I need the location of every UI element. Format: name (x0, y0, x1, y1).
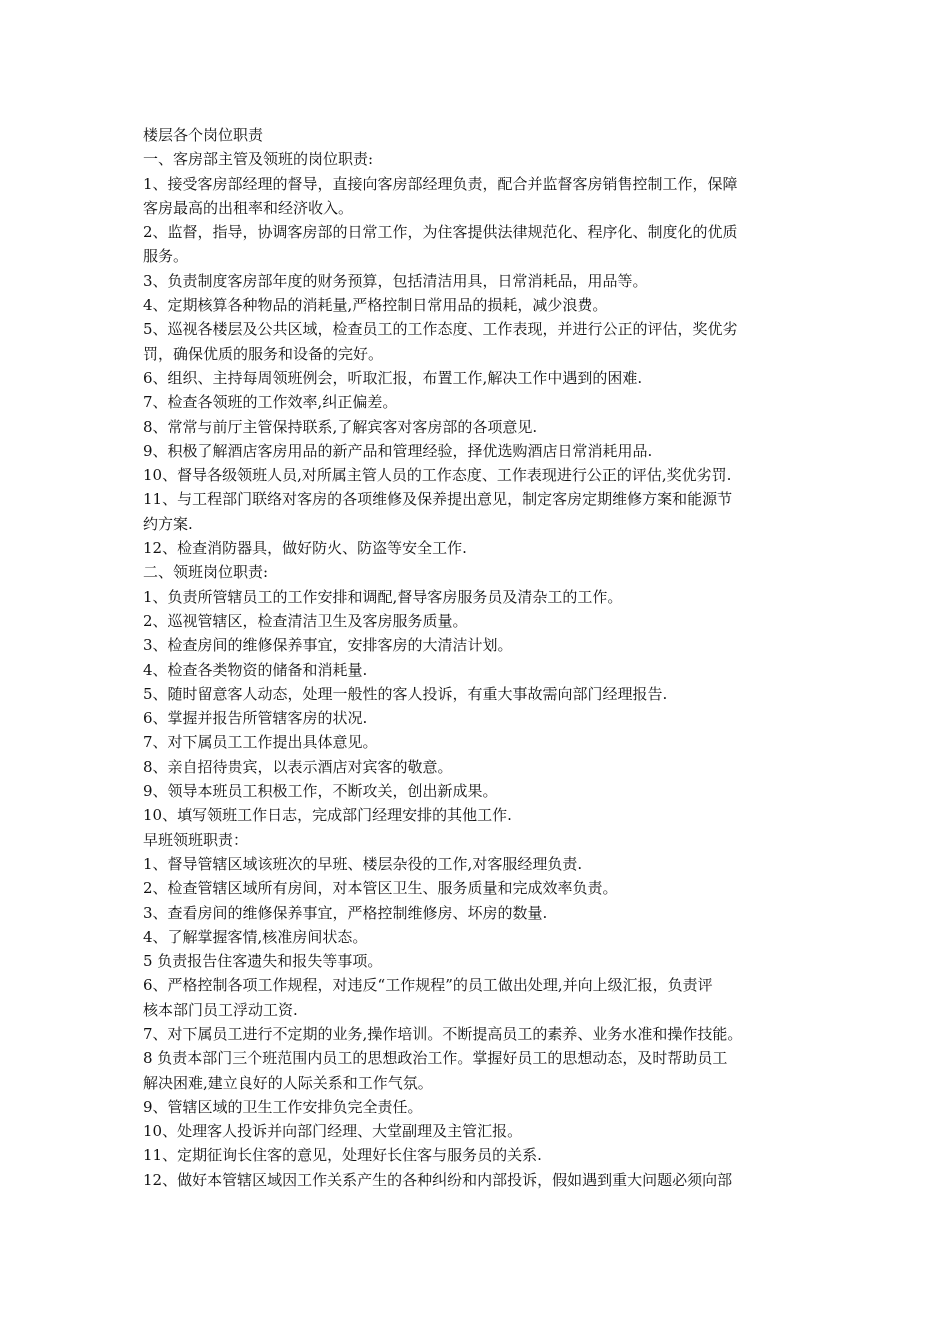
text-line: 5 负责报告住客遗失和报失等事项。 (143, 952, 383, 971)
text-line: 2、巡视管辖区，检查清洁卫生及客房服务质量。 (143, 611, 468, 630)
text-line: 4、了解掌握客情,核准房间状态。 (143, 927, 368, 946)
text-line: 客房最高的出租率和经济收入。 (143, 198, 354, 217)
text-line: 8、常常与前厅主管保持联系,了解宾客对客房部的各项意见. (143, 417, 538, 436)
text-line: 9、领导本班员工积极工作，不断攻关，创出新成果。 (143, 782, 498, 801)
text-line: 7、对下属员工工作提出具体意见。 (143, 733, 378, 752)
text-line: 5、随时留意客人动态，处理一般性的客人投诉，有重大事故需向部门经理报告. (143, 684, 668, 703)
text-line: 3、检查房间的维修保养事宜，安排客房的大清洁计划。 (143, 636, 513, 655)
text-line: 2、监督，指导，协调客房部的日常工作，为住客提供法律规范化、程序化、制度化的优质 (143, 223, 738, 242)
text-line: 1、负责所管辖员工的工作安排和调配,督导客房服务员及清杂工的工作。 (143, 587, 623, 606)
text-line: 2、检查管辖区域所有房间，对本管区卫生、服务质量和完成效率负责。 (143, 879, 618, 898)
text-line: 二、领班岗位职责: (143, 563, 269, 582)
text-line: 约方案. (143, 514, 193, 533)
text-line: 早班领班职责： (143, 830, 249, 849)
text-line: 3、查看房间的维修保养事宜，严格控制维修房、坏房的数量. (143, 903, 548, 922)
document-title: 楼层各个岗位职责 (143, 126, 264, 144)
document-body (143, 123, 808, 1192)
text-line: 9、积极了解酒店客房用品的新产品和管理经验，择优选购酒店日常消耗用品. (143, 441, 653, 460)
text-line: 5、巡视各楼层及公共区域，检查员工的工作态度、工作表现，并进行公正的评估，奖优劣 (143, 320, 738, 339)
text-line: 10、督导各级领班人员,对所属主管人员的工作态度、工作表现进行公正的评估,奖优劣罚. (143, 466, 732, 485)
text-line: 罚，确保优质的服务和设备的完好。 (143, 344, 384, 363)
text-line: 9、管辖区域的卫生工作安排负完全责任。 (143, 1097, 423, 1116)
text-line: 6、组织、主持每周领班例会，听取汇报，布置工作,解决工作中遇到的困难. (143, 368, 643, 387)
text-line: 8 负责本部门三个班范围内员工的思想政治工作。掌握好员工的思想动态，及时帮助员工 (143, 1049, 728, 1068)
text-line: 10、处理客人投诉并向部门经理、大堂副理及主管汇报。 (143, 1122, 523, 1141)
text-line: 7、对下属员工进行不定期的业务,操作培训。不断提高员工的素养、业务水准和操作技能。 (143, 1024, 743, 1043)
text-line: 6、严格控制各项工作规程，对违反“工作规程”的员工做出处理,并向上级汇报，负责评 (143, 976, 713, 995)
text-line: 3、负责制度客房部年度的财务预算，包括清洁用具，日常消耗品，用品等。 (143, 271, 648, 290)
text-line: 11、与工程部门联络对客房的各项维修及保养提出意见，制定客房定期维修方案和能源节 (143, 490, 733, 509)
text-line: 10、填写领班工作日志，完成部门经理安排的其他工作. (143, 806, 512, 825)
text-line: 8、亲自招待贵宾，以表示酒店对宾客的敬意。 (143, 757, 453, 776)
text-line: 1、接受客房部经理的督导，直接向客房部经理负责，配合并监督客房销售控制工作，保障 (143, 174, 738, 193)
text-line: 4、定期核算各种物品的消耗量,严格控制日常用品的损耗，减少浪费。 (143, 296, 608, 315)
text-line: 4、检查各类物资的储备和消耗量. (143, 660, 368, 679)
text-line: 6、掌握并报告所管辖客房的状况. (143, 709, 368, 728)
text-line: 11、定期征询长住客的意见，处理好长住客与服务员的关系. (143, 1146, 542, 1165)
text-line: 解决困难,建立良好的人际关系和工作气氛。 (143, 1073, 433, 1092)
text-line: 12、检查消防器具，做好防火、防盗等安全工作. (143, 539, 467, 558)
text-line: 1、督导管辖区域该班次的早班、楼层杂役的工作,对客服经理负责. (143, 854, 583, 873)
text-line: 服务。 (143, 247, 189, 266)
text-line: 核本部门员工浮动工资. (143, 1000, 298, 1019)
text-line: 7、检查各领班的工作效率,纠正偏差。 (143, 393, 398, 412)
text-line: 12、做好本管辖区域因工作关系产生的各种纠纷和内部投诉，假如遇到重大问题必须向部 (143, 1170, 733, 1189)
text-line: 一、客房部主管及领班的岗位职责: (143, 150, 374, 169)
